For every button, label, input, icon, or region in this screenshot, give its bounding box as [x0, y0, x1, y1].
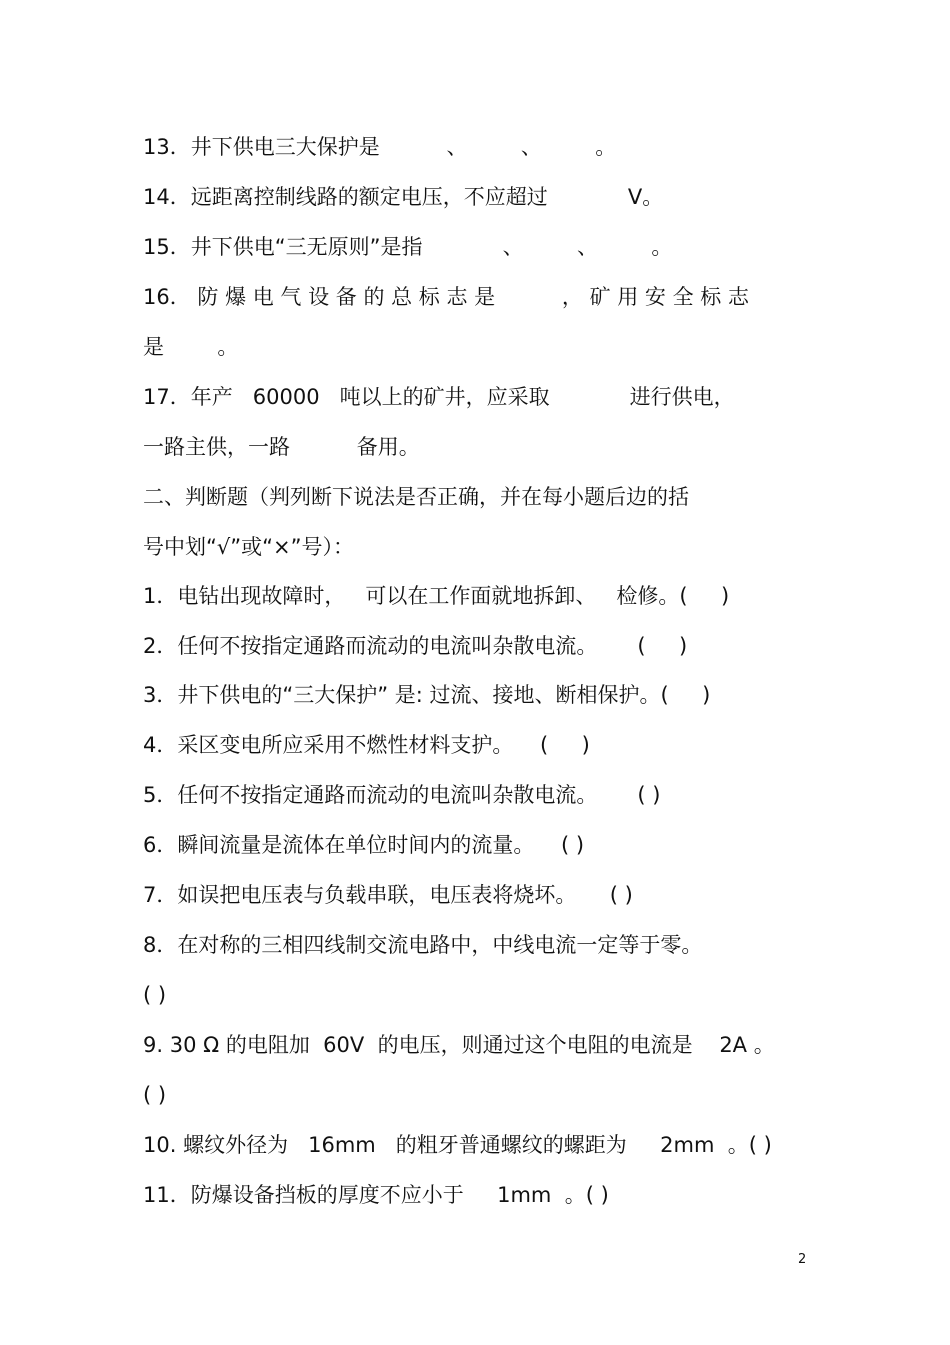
judgment-8: 8．在对称的三相四线制交流电路中，中线电流一定等于零。	[143, 933, 703, 957]
judgment-11: 11．防爆设备挡板的厚度不应小于 1mm 。( )	[143, 1183, 609, 1207]
judgment-5: 5．任何不按指定通路而流动的电流叫杂散电流。 ( )	[143, 783, 661, 807]
judgment-6: 6．瞬间流量是流体在单位时间内的流量。 ( )	[143, 833, 585, 857]
judgment-1: 1．电钻出现故障时， 可以在工作面就地拆卸、 检修。( )	[143, 584, 730, 608]
question-13: 13．井下供电三大保护是 、 、 。	[143, 135, 617, 159]
page-number: 2	[798, 1252, 807, 1267]
section-heading: 二、判断题（判列断下说法是否正确，并在每小题后边的括	[143, 485, 689, 509]
question-17-continued: 一路主供，一路 备用。	[143, 435, 420, 459]
section-heading-continued: 号中划“√”或“×”号）：	[143, 535, 354, 559]
question-16-continued: 是 。	[143, 335, 239, 359]
question-17: 17．年产 60000 吨以上的矿井，应采取 进行供电，	[143, 385, 735, 409]
judgment-9-answer: ( )	[143, 1083, 167, 1107]
judgment-10: 10. 螺纹外径为 16mm 的粗牙普通螺纹的螺距为 2mm 。( )	[143, 1133, 772, 1157]
judgment-9: 9. 30 Ω 的电阻加 60V 的电压，则通过这个电阻的电流是 2A 。	[143, 1033, 775, 1057]
judgment-8-answer: ( )	[143, 983, 167, 1007]
judgment-7: 7．如误把电压表与负载串联，电压表将烧坏。 ( )	[143, 883, 633, 907]
judgment-3: 3．井下供电的“三大保护” 是: 过流、接地、断相保护。( )	[143, 683, 711, 707]
question-16: 16． 防 爆 电 气 设 备 的 总 标 志 是 ， 矿 用 安 全 标 志	[143, 285, 749, 309]
question-15: 15．井下供电“三无原则”是指 、 、 。	[143, 235, 673, 259]
judgment-2: 2．任何不按指定通路而流动的电流叫杂散电流。 ( )	[143, 634, 688, 658]
question-14: 14．远距离控制线路的额定电压，不应超过 V。	[143, 185, 664, 209]
judgment-4: 4．采区变电所应采用不燃性材料支护。 ( )	[143, 733, 590, 757]
